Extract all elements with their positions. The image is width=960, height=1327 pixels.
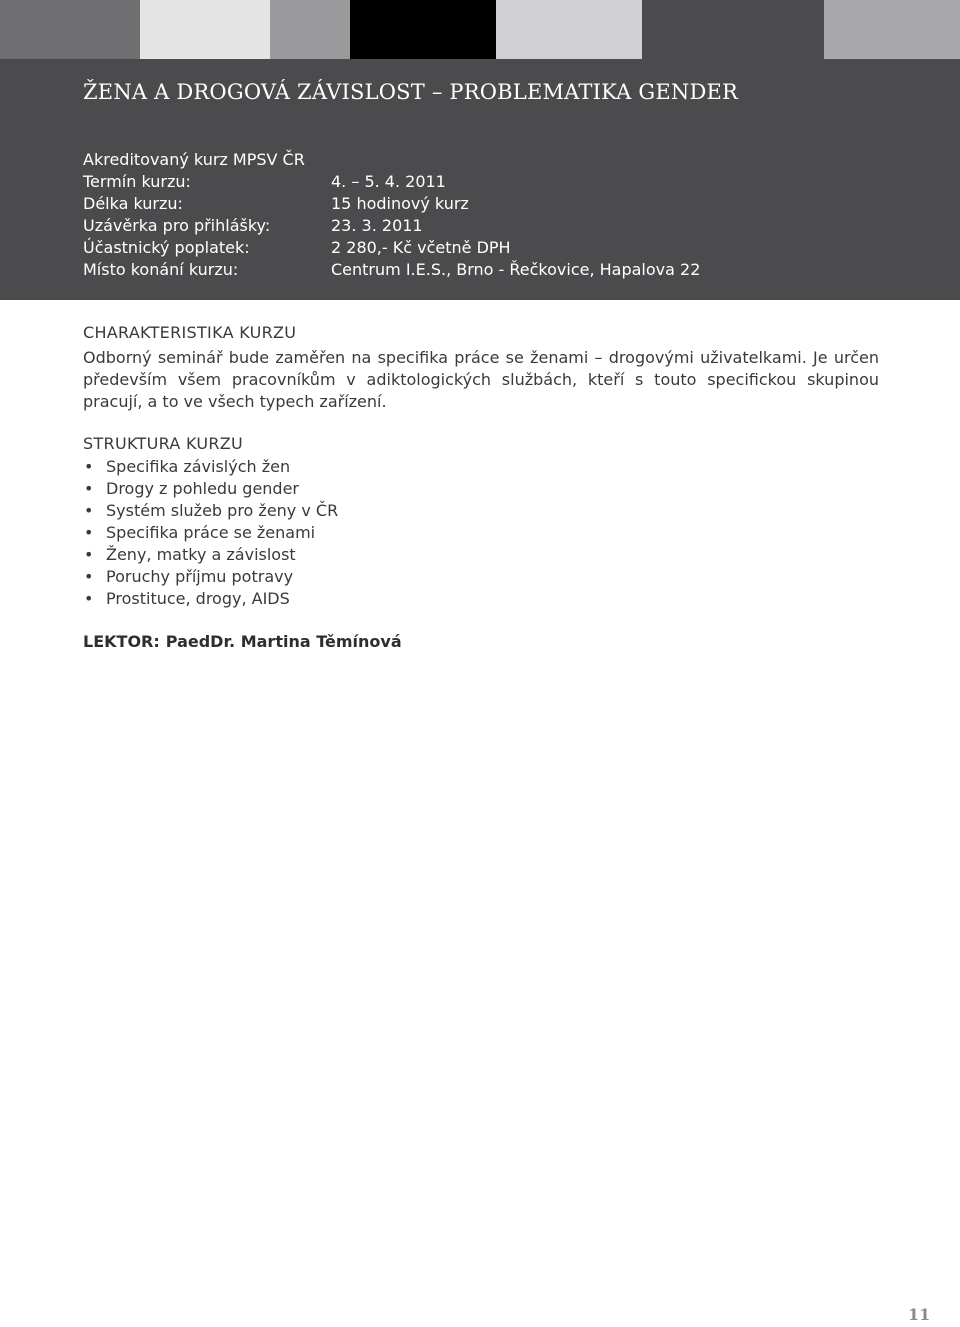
deco-block (270, 0, 350, 60)
list-item-text: Specifika práce se ženami (106, 523, 316, 542)
structure-list (83, 456, 338, 610)
deco-block (496, 0, 642, 60)
info-value: 2 280,- Kč včetně DPH (331, 238, 511, 257)
info-label: Termín kurzu: (83, 172, 191, 191)
list-item-text: Specifika závislých žen (106, 457, 291, 476)
info-label: Místo konání kurzu: (83, 260, 239, 279)
list-item (83, 522, 338, 544)
bullet-icon: • (84, 545, 94, 564)
accreditation-line: Akreditovaný kurz MPSV ČR (83, 150, 305, 169)
deco-block (642, 0, 824, 60)
list-item-text: Poruchy příjmu potravy (106, 567, 294, 586)
section-heading-structure: STRUKTURA KURZU (83, 434, 244, 453)
list-item (83, 456, 338, 478)
list-item (83, 544, 338, 566)
deco-block (824, 0, 960, 60)
course-title: ŽENA A DROGOVÁ ZÁVISLOST – PROBLEMATIKA GENDER (83, 80, 739, 104)
deco-block (350, 0, 496, 60)
list-item-text: Prostituce, drogy, AIDS (106, 589, 290, 608)
info-value: Centrum I.E.S., Brno - Řečkovice, Hapalova 22 (331, 260, 701, 279)
bullet-icon: • (84, 501, 94, 520)
info-label: Uzávěrka pro přihlášky: (83, 216, 271, 235)
list-item-text: Drogy z pohledu gender (106, 479, 300, 498)
list-item (83, 500, 338, 522)
bullet-icon: • (84, 523, 94, 542)
section-heading-characteristics: CHARAKTERISTIKA KURZU (83, 323, 297, 342)
bullet-icon: • (84, 457, 94, 476)
top-decorative-bar (0, 0, 960, 60)
page-number: 11 (908, 1305, 931, 1324)
info-value: 15 hodinový kurz (331, 194, 469, 213)
lecturer-line (83, 632, 408, 651)
info-value: 4. – 5. 4. 2011 (331, 172, 446, 191)
bullet-icon: • (84, 567, 94, 586)
list-item (83, 478, 338, 500)
info-value: 23. 3. 2011 (331, 216, 423, 235)
lecturer-label: LEKTOR: (83, 632, 160, 651)
deco-block (0, 0, 140, 60)
lecturer-name: PaedDr. Martina Těmínová (165, 632, 402, 651)
list-item (83, 566, 338, 588)
list-item-text: Ženy, matky a závislost (106, 545, 296, 564)
list-item-text: Systém služeb pro ženy v ČR (106, 501, 339, 520)
bullet-icon: • (84, 479, 94, 498)
bullet-icon: • (84, 589, 94, 608)
characteristics-paragraph: Odborný seminář bude zaměřen na specifika práce se ženami – drogovými uživatelkami. Je určen především všem pracovníkům v adiktologických službách, kteří s touto specifickou skupinou pracují, a to ve všech typech zařízení. (83, 348, 879, 411)
deco-block (140, 0, 270, 60)
info-label: Délka kurzu: (83, 194, 183, 213)
info-label: Účastnický poplatek: (83, 238, 250, 257)
list-item (83, 588, 338, 610)
